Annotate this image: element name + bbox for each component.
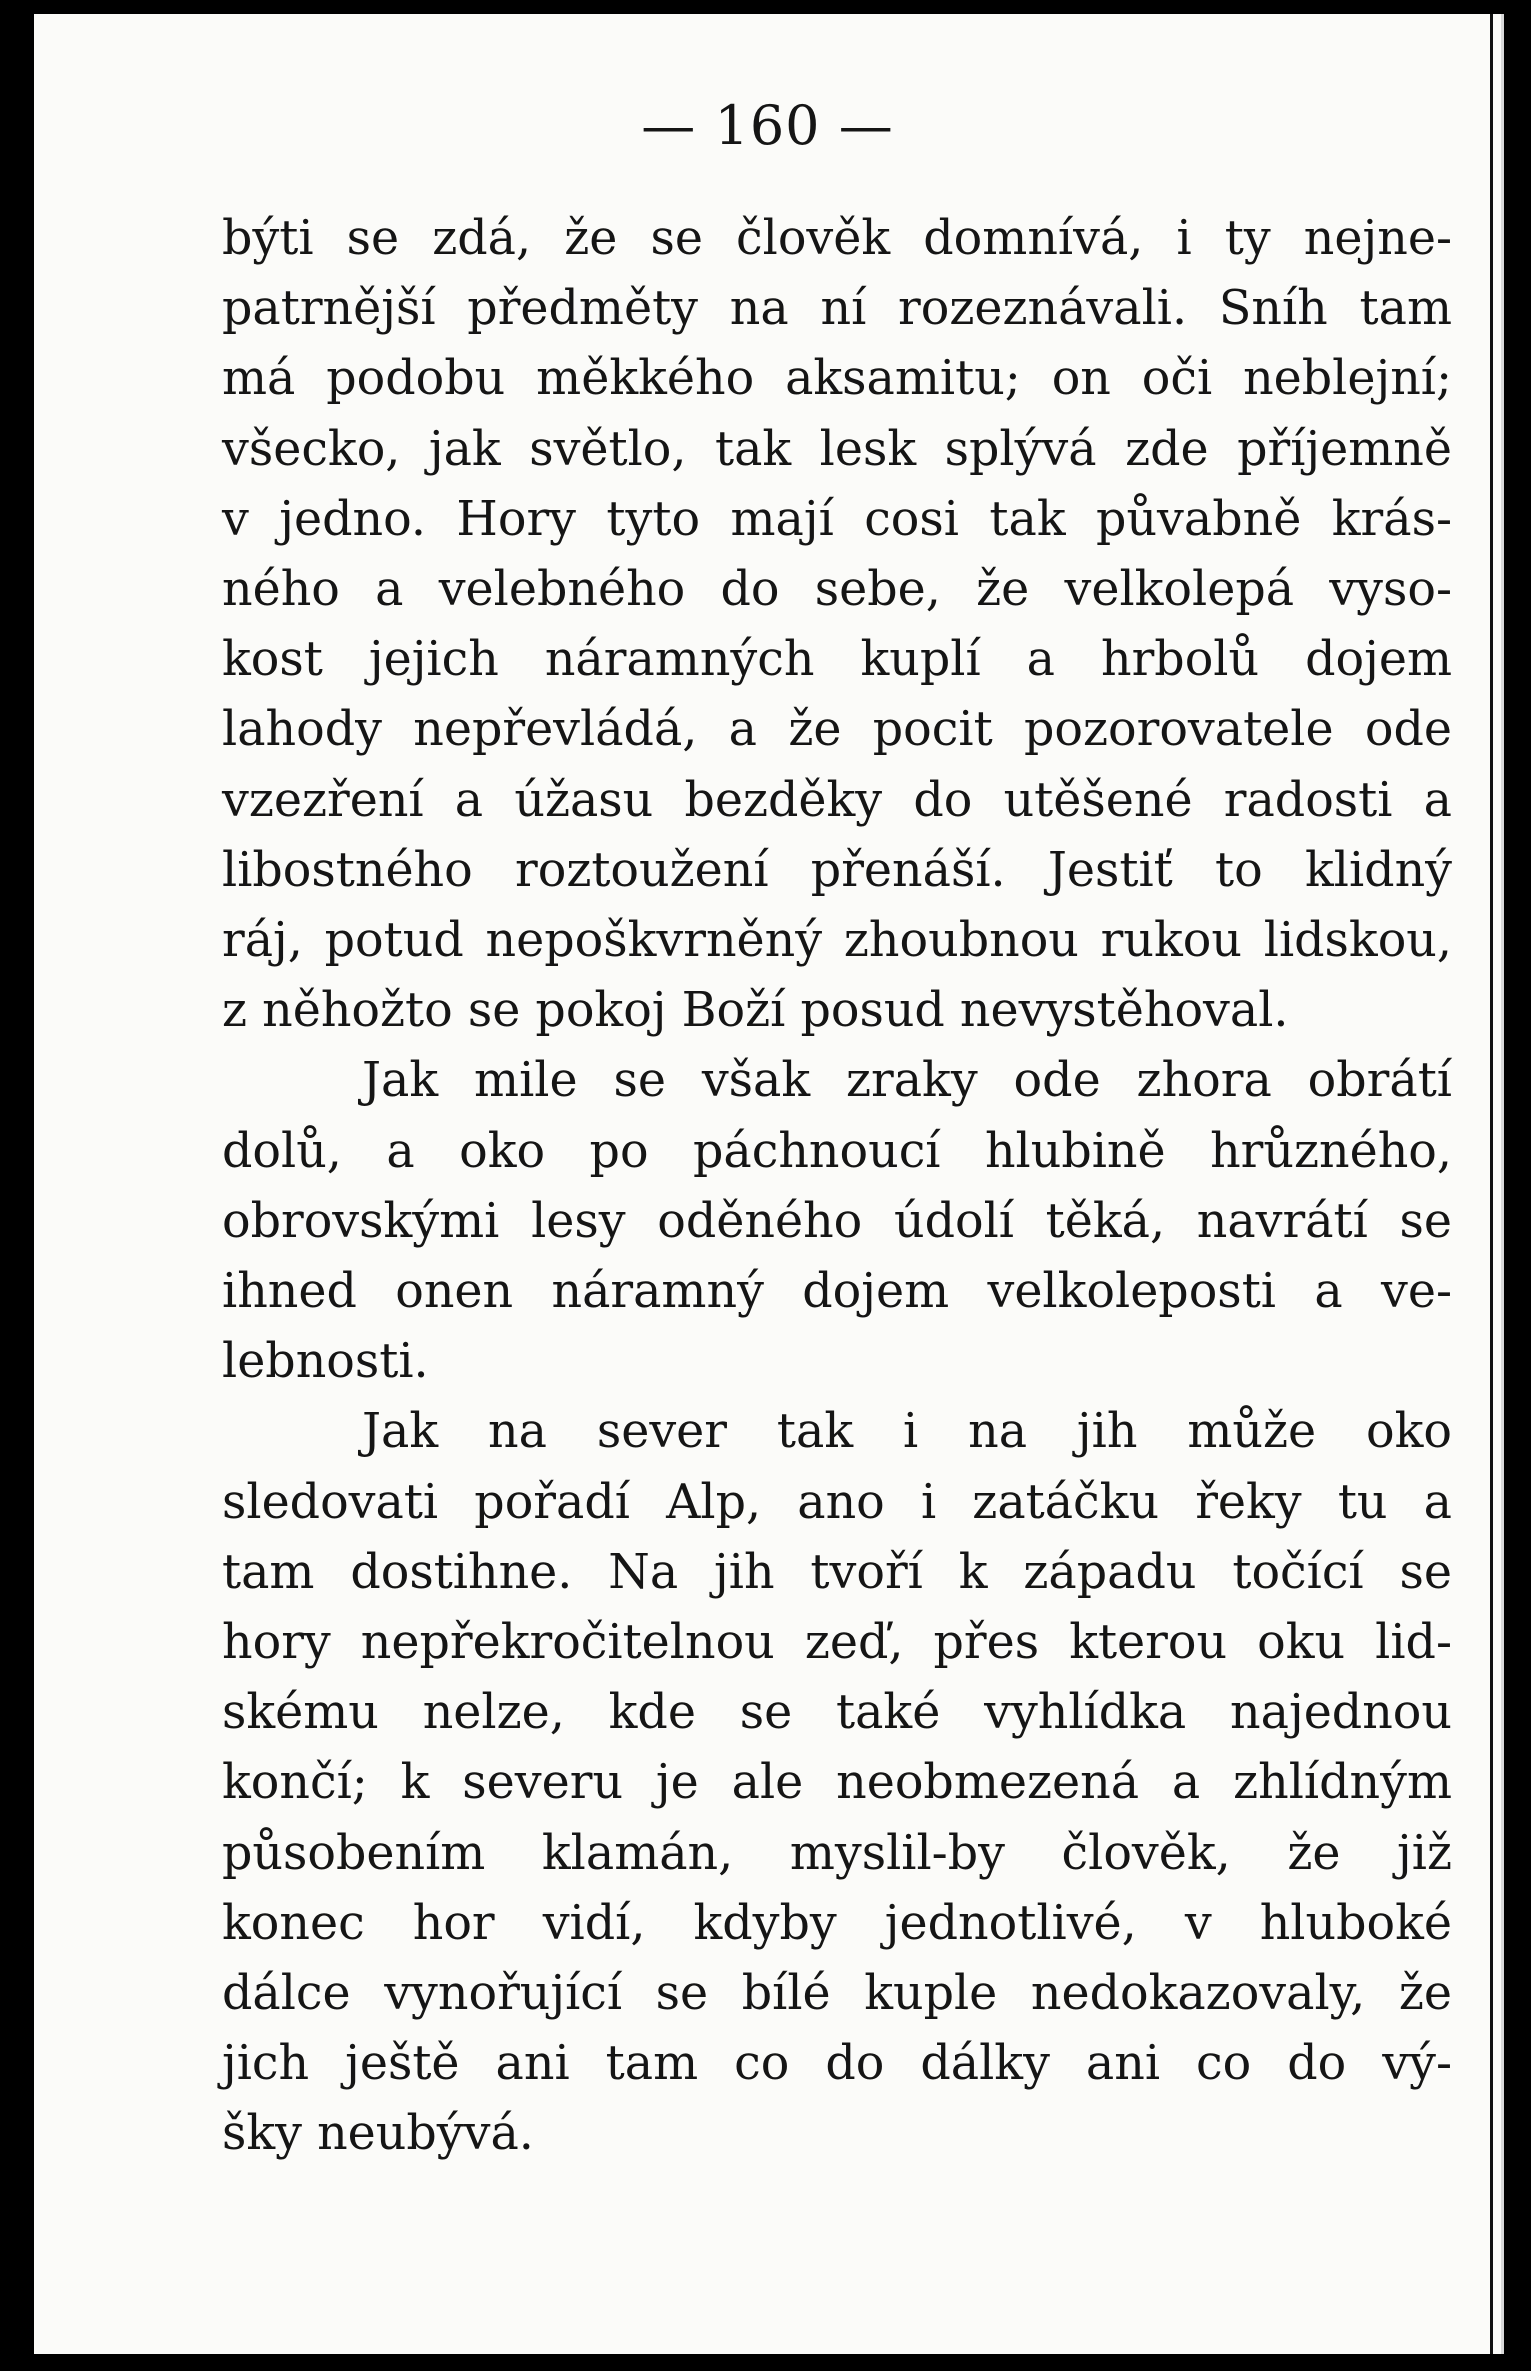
text-line: skému nelze, kde se také vyhlídka najednou [222, 1685, 1452, 1741]
text-line: Jak na sever tak i na jih může oko [362, 1404, 1452, 1460]
book-page [34, 14, 1504, 2354]
text-line: konec hor vidí, kdyby jednotlivé, v hluboké [222, 1895, 1452, 1951]
page-number: — 160 — [641, 94, 894, 157]
text-line: z něhožto se pokoj Boží posud nevystěhoval. [222, 983, 1289, 1039]
text-line: dolů, a oko po páchnoucí hlubině hrůzného, [222, 1123, 1452, 1179]
text-line: lahody nepřevládá, a že pocit pozorovatele ode [222, 702, 1452, 758]
text-line: ného a velebného do sebe, že velkolepá vyso- [222, 562, 1452, 618]
body-text [222, 204, 1452, 2170]
text-line: šky neubývá. [222, 2106, 534, 2162]
text-line: kost jejich náramných kuplí a hrbolů dojem [222, 632, 1452, 688]
text-line: hory nepřekročitelnou zeď, přes kterou oku lid- [222, 1615, 1452, 1671]
text-line: obrovskými lesy oděného údolí těká, navrátí se [222, 1193, 1452, 1249]
text-line: v jedno. Hory tyto mají cosi tak půvabně krás- [222, 491, 1452, 547]
text-line: sledovati pořadí Alp, ano i zatáčku řeky tu a [222, 1474, 1452, 1530]
text-line: působením klamán, myslil-by člověk, že již [222, 1825, 1452, 1881]
text-line: má podobu měkkého aksamitu; on oči neblejní; [222, 351, 1452, 407]
text-line: Jak mile se však zraky ode zhora obrátí [362, 1053, 1452, 1109]
text-line: lebnosti. [222, 1334, 429, 1390]
page-edge-shadow [1490, 14, 1493, 2354]
text-line: patrnější předměty na ní rozeznávali. Sníh tam [222, 281, 1452, 337]
text-line: jich ještě ani tam co do dálky ani co do vý- [222, 2036, 1452, 2092]
text-line: končí; k severu je ale neobmezená a zhlídným [222, 1755, 1452, 1811]
text-line: tam dostihne. Na jih tvoří k západu točící se [222, 1544, 1452, 1600]
text-line: vzezření a úžasu bezděky do utěšené radosti a [222, 772, 1452, 828]
text-line: všecko, jak světlo, tak lesk splývá zde příjemně [222, 421, 1452, 477]
text-line: libostného roztoužení přenáší. Jestiť to klidný [222, 842, 1452, 898]
text-line: ráj, potud nepoškvrněný zhoubnou rukou lidskou, [222, 913, 1452, 969]
text-line: býti se zdá, že se člověk domnívá, i ty nejne- [222, 211, 1452, 266]
text-line: dálce vynořující se bílé kuple nedokazovaly, že [222, 1966, 1452, 2022]
text-line: ihned onen náramný dojem velkoleposti a ve- [222, 1264, 1452, 1320]
